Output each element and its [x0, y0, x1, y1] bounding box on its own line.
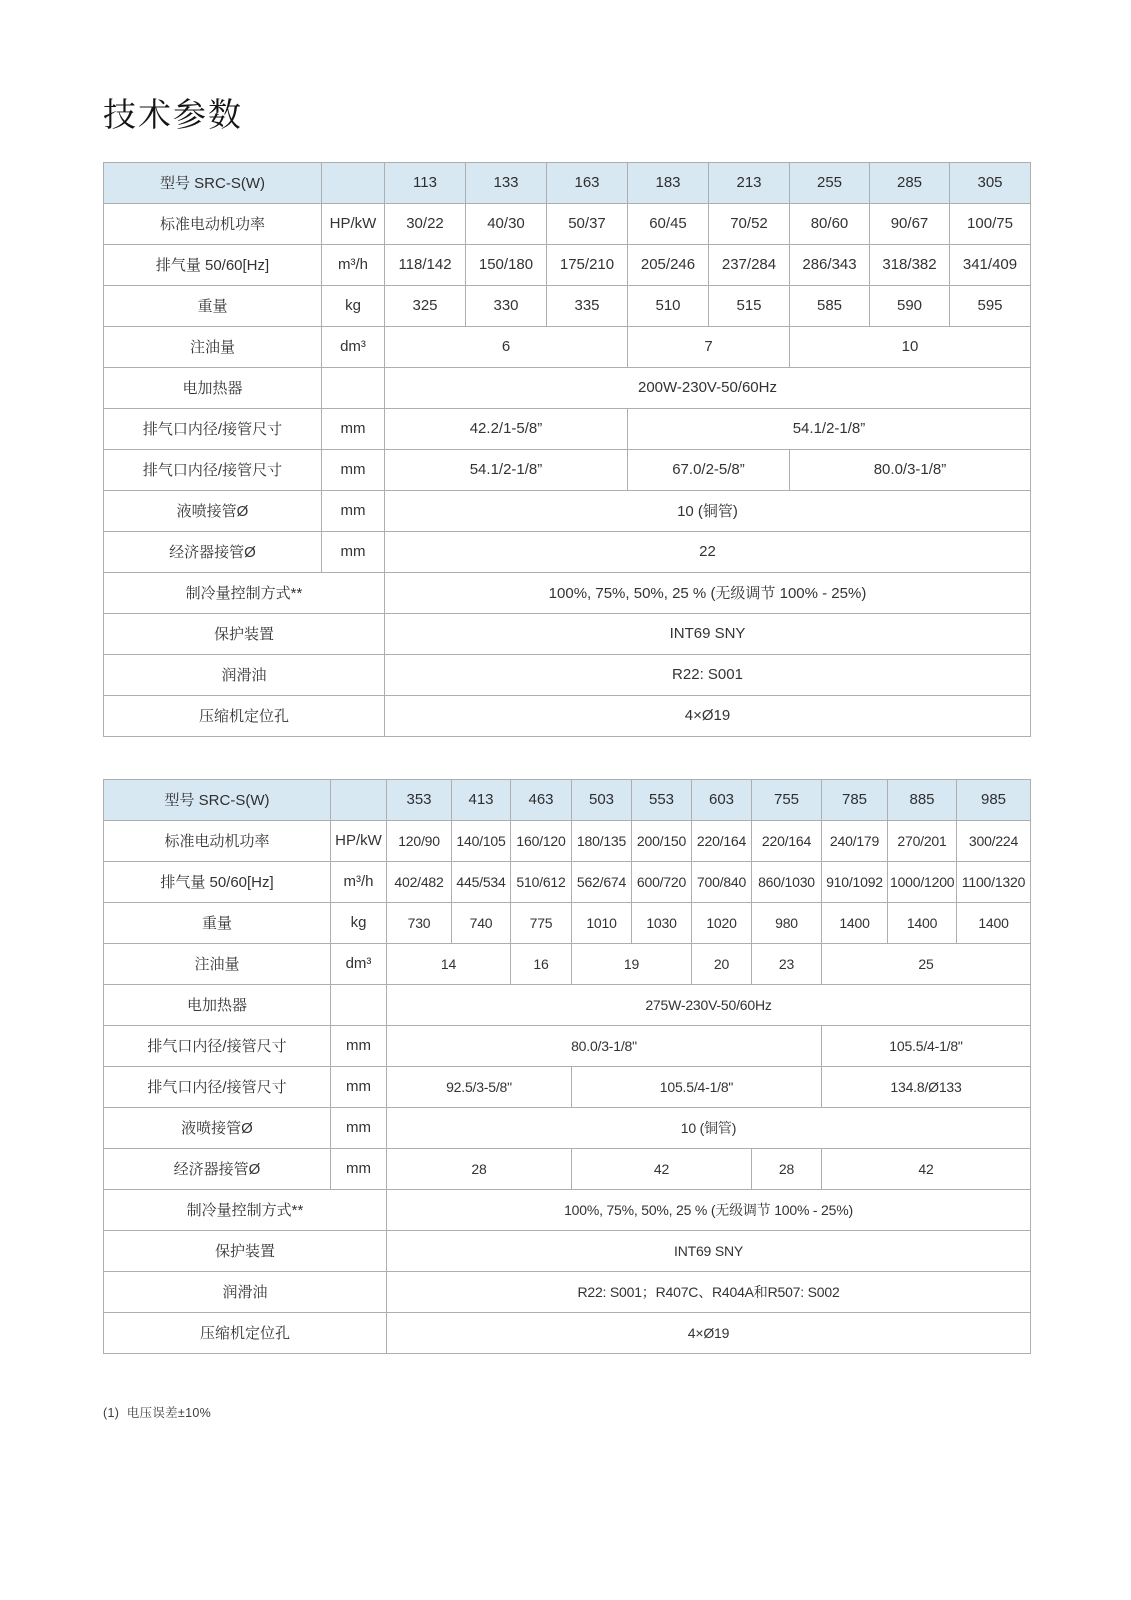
spec-value-cell: 590 [870, 285, 950, 326]
spec-value-cell: 1400 [822, 902, 888, 943]
spec-value-cell: 20 [692, 943, 752, 984]
spec-value-cell: 270/201 [888, 820, 957, 861]
spec-table-1 [103, 162, 1031, 737]
row-label-cell: 制冷量控制方式** [104, 1189, 387, 1230]
spec-value-cell: 10 (铜管) [385, 490, 1031, 531]
spec-value-cell: 600/720 [632, 861, 692, 902]
spec-value-cell: 1020 [692, 902, 752, 943]
row-label-cell: 排气口内径/接管尺寸 [104, 1066, 331, 1107]
model-number-cell: 183 [628, 162, 709, 203]
spec-value-cell: 300/224 [957, 820, 1031, 861]
row-label-cell: 润滑油 [104, 1271, 387, 1312]
spec-value-cell: 100/75 [950, 203, 1031, 244]
spec-value-cell: 700/840 [692, 861, 752, 902]
spec-row [104, 902, 1031, 943]
spec-value-cell: 28 [387, 1148, 572, 1189]
row-label-cell: 排气口内径/接管尺寸 [104, 408, 322, 449]
spec-value-cell: 175/210 [547, 244, 628, 285]
spec-row [104, 572, 1031, 613]
row-unit-cell: m³/h [322, 244, 385, 285]
spec-value-cell: 60/45 [628, 203, 709, 244]
row-label-cell: 排气量 50/60[Hz] [104, 861, 331, 902]
table-model-header: 型号 SRC-S(W) [104, 162, 322, 203]
spec-value-cell: INT69 SNY [387, 1230, 1031, 1271]
spec-value-cell: 585 [790, 285, 870, 326]
header-unit-cell [331, 779, 387, 820]
spec-value-cell: 25 [822, 943, 1031, 984]
spec-value-cell: 980 [752, 902, 822, 943]
spec-value-cell: 100%, 75%, 50%, 25 % (无级调节 100% - 25%) [387, 1189, 1031, 1230]
spec-value-cell: 910/1092 [822, 861, 888, 902]
model-number-cell: 133 [466, 162, 547, 203]
spec-value-cell: 16 [511, 943, 572, 984]
spec-row [104, 1189, 1031, 1230]
row-label-cell: 经济器接管Ø [104, 531, 322, 572]
row-label-cell: 排气口内径/接管尺寸 [104, 1025, 331, 1066]
spec-value-cell: 237/284 [709, 244, 790, 285]
spec-value-cell: 22 [385, 531, 1031, 572]
row-label-cell: 液喷接管Ø [104, 1107, 331, 1148]
spec-value-cell: INT69 SNY [385, 613, 1031, 654]
spec-value-cell: 150/180 [466, 244, 547, 285]
spec-row [104, 449, 1031, 490]
spec-value-cell: 180/135 [572, 820, 632, 861]
spec-tables-container [103, 162, 1030, 1354]
spec-value-cell: 330 [466, 285, 547, 326]
spec-value-cell: 445/534 [452, 861, 511, 902]
spec-value-cell: 30/22 [385, 203, 466, 244]
spec-row [104, 1066, 1031, 1107]
spec-value-cell: 515 [709, 285, 790, 326]
spec-row [104, 1107, 1031, 1148]
spec-value-cell: 4×Ø19 [385, 695, 1031, 736]
row-unit-cell: mm [322, 408, 385, 449]
row-label-cell: 重量 [104, 285, 322, 326]
spec-row [104, 1271, 1031, 1312]
spec-value-cell: 10 (铜管) [387, 1107, 1031, 1148]
spec-value-cell: 23 [752, 943, 822, 984]
spec-value-cell: 92.5/3-5/8" [387, 1066, 572, 1107]
spec-value-cell: 10 [790, 326, 1031, 367]
spec-value-cell: 1400 [888, 902, 957, 943]
spec-value-cell: 140/105 [452, 820, 511, 861]
spec-row [104, 244, 1031, 285]
model-number-cell: 755 [752, 779, 822, 820]
model-number-cell: 885 [888, 779, 957, 820]
spec-value-cell: 286/343 [790, 244, 870, 285]
spec-value-cell: 1400 [957, 902, 1031, 943]
spec-value-cell: 200W-230V-50/60Hz [385, 367, 1031, 408]
row-label-cell: 经济器接管Ø [104, 1148, 331, 1189]
spec-value-cell: 275W-230V-50/60Hz [387, 984, 1031, 1025]
spec-row [104, 943, 1031, 984]
model-number-cell: 463 [511, 779, 572, 820]
spec-value-cell: 80.0/3-1/8” [790, 449, 1031, 490]
spec-value-cell: 118/142 [385, 244, 466, 285]
row-label-cell: 压缩机定位孔 [104, 695, 385, 736]
spec-value-cell: 54.1/2-1/8” [385, 449, 628, 490]
row-unit-cell [322, 367, 385, 408]
row-label-cell: 标准电动机功率 [104, 820, 331, 861]
spec-value-cell: 80/60 [790, 203, 870, 244]
model-number-cell: 285 [870, 162, 950, 203]
spec-row [104, 695, 1031, 736]
spec-value-cell: 19 [572, 943, 692, 984]
spec-value-cell: 105.5/4-1/8" [572, 1066, 822, 1107]
spec-value-cell: 67.0/2-5/8” [628, 449, 790, 490]
spec-value-cell: 775 [511, 902, 572, 943]
model-number-cell: 213 [709, 162, 790, 203]
spec-value-cell: 240/179 [822, 820, 888, 861]
spec-table-2 [103, 779, 1031, 1354]
spec-value-cell: 402/482 [387, 861, 452, 902]
row-unit-cell: mm [331, 1107, 387, 1148]
spec-value-cell: 50/37 [547, 203, 628, 244]
row-label-cell: 注油量 [104, 943, 331, 984]
row-label-cell: 电加热器 [104, 367, 322, 408]
spec-row [104, 861, 1031, 902]
spec-row [104, 1312, 1031, 1353]
spec-value-cell: 42 [572, 1148, 752, 1189]
row-unit-cell: m³/h [331, 861, 387, 902]
spec-value-cell: 205/246 [628, 244, 709, 285]
spec-row [104, 613, 1031, 654]
spec-row [104, 285, 1031, 326]
spec-value-cell: 220/164 [752, 820, 822, 861]
spec-value-cell: 1030 [632, 902, 692, 943]
model-number-cell: 305 [950, 162, 1031, 203]
row-label-cell: 注油量 [104, 326, 322, 367]
spec-row [104, 203, 1031, 244]
model-number-cell: 413 [452, 779, 511, 820]
model-number-cell: 255 [790, 162, 870, 203]
row-unit-cell: mm [331, 1066, 387, 1107]
spec-value-cell: R22: S001；R407C、R404A和R507: S002 [387, 1271, 1031, 1312]
row-label-cell: 保护装置 [104, 613, 385, 654]
row-label-cell: 保护装置 [104, 1230, 387, 1271]
model-number-cell: 553 [632, 779, 692, 820]
spec-value-cell: 318/382 [870, 244, 950, 285]
spec-row [104, 367, 1031, 408]
spec-row [104, 326, 1031, 367]
spec-value-cell: 120/90 [387, 820, 452, 861]
spec-row [104, 531, 1031, 572]
model-number-cell: 503 [572, 779, 632, 820]
spec-row [104, 820, 1031, 861]
spec-value-cell: 510/612 [511, 861, 572, 902]
spec-value-cell: 134.8/Ø133 [822, 1066, 1031, 1107]
row-label-cell: 润滑油 [104, 654, 385, 695]
table-model-header: 型号 SRC-S(W) [104, 779, 331, 820]
row-unit-cell: HP/kW [331, 820, 387, 861]
spec-value-cell: 42.2/1-5/8” [385, 408, 628, 449]
row-unit-cell: dm³ [331, 943, 387, 984]
spec-value-cell: 220/164 [692, 820, 752, 861]
spec-value-cell: 40/30 [466, 203, 547, 244]
spec-value-cell: 341/409 [950, 244, 1031, 285]
row-label-cell: 压缩机定位孔 [104, 1312, 387, 1353]
spec-value-cell: 325 [385, 285, 466, 326]
spec-value-cell: 90/67 [870, 203, 950, 244]
spec-value-cell: 6 [385, 326, 628, 367]
row-unit-cell [331, 984, 387, 1025]
row-label-cell: 液喷接管Ø [104, 490, 322, 531]
row-unit-cell: mm [322, 531, 385, 572]
model-header-row [104, 779, 1031, 820]
row-unit-cell: kg [322, 285, 385, 326]
row-label-cell: 排气量 50/60[Hz] [104, 244, 322, 285]
spec-row [104, 654, 1031, 695]
spec-value-cell: 200/150 [632, 820, 692, 861]
model-number-cell: 353 [387, 779, 452, 820]
spec-value-cell: 100%, 75%, 50%, 25 % (无级调节 100% - 25%) [385, 572, 1031, 613]
spec-value-cell: 4×Ø19 [387, 1312, 1031, 1353]
footnote: (1) 电压误差±10% [103, 1405, 212, 1420]
spec-value-cell: 42 [822, 1148, 1031, 1189]
model-number-cell: 113 [385, 162, 466, 203]
spec-value-cell: 80.0/3-1/8" [387, 1025, 822, 1066]
spec-value-cell: 7 [628, 326, 790, 367]
row-unit-cell: HP/kW [322, 203, 385, 244]
row-unit-cell: mm [331, 1025, 387, 1066]
spec-value-cell: 14 [387, 943, 511, 984]
row-unit-cell: mm [322, 490, 385, 531]
spec-value-cell: 730 [387, 902, 452, 943]
model-number-cell: 163 [547, 162, 628, 203]
spec-value-cell: 70/52 [709, 203, 790, 244]
spec-value-cell: 562/674 [572, 861, 632, 902]
spec-value-cell: 1100/1320 [957, 861, 1031, 902]
spec-row [104, 490, 1031, 531]
spec-row [104, 1230, 1031, 1271]
spec-value-cell: 595 [950, 285, 1031, 326]
row-unit-cell: mm [331, 1148, 387, 1189]
spec-row [104, 1025, 1031, 1066]
spec-row [104, 408, 1031, 449]
row-label-cell: 标准电动机功率 [104, 203, 322, 244]
row-unit-cell: dm³ [322, 326, 385, 367]
spec-value-cell: 510 [628, 285, 709, 326]
spec-value-cell: 860/1030 [752, 861, 822, 902]
model-number-cell: 785 [822, 779, 888, 820]
row-label-cell: 制冷量控制方式** [104, 572, 385, 613]
spec-value-cell: 28 [752, 1148, 822, 1189]
row-unit-cell: mm [322, 449, 385, 490]
model-number-cell: 603 [692, 779, 752, 820]
spec-value-cell: 105.5/4-1/8" [822, 1025, 1031, 1066]
model-number-cell: 985 [957, 779, 1031, 820]
row-label-cell: 重量 [104, 902, 331, 943]
row-unit-cell: kg [331, 902, 387, 943]
header-unit-cell [322, 162, 385, 203]
row-label-cell: 排气口内径/接管尺寸 [104, 449, 322, 490]
spec-row [104, 984, 1031, 1025]
spec-value-cell: 1000/1200 [888, 861, 957, 902]
spec-row [104, 1148, 1031, 1189]
spec-value-cell: 160/120 [511, 820, 572, 861]
model-header-row [104, 162, 1031, 203]
spec-value-cell: 740 [452, 902, 511, 943]
spec-value-cell: 1010 [572, 902, 632, 943]
spec-value-cell: R22: S001 [385, 654, 1031, 695]
spec-value-cell: 54.1/2-1/8” [628, 408, 1031, 449]
row-label-cell: 电加热器 [104, 984, 331, 1025]
spec-value-cell: 335 [547, 285, 628, 326]
page-title: 技术参数 [103, 96, 243, 133]
